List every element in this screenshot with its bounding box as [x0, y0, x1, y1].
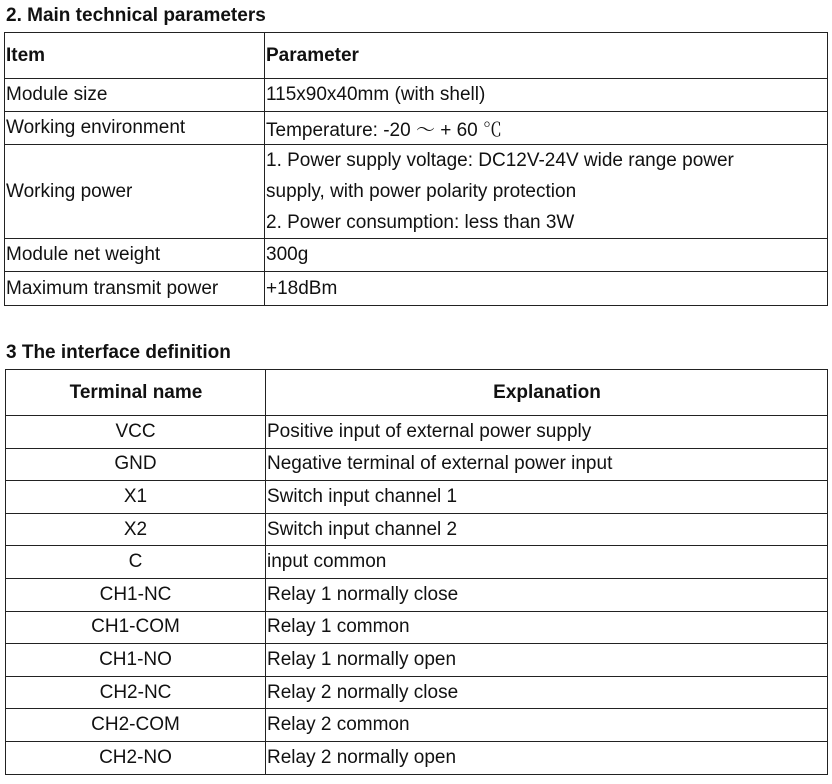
- terminal-cell: X1: [6, 481, 266, 514]
- explanation-cell: Negative terminal of external power input: [266, 448, 828, 481]
- terminal-cell: CH1-NO: [6, 644, 266, 677]
- terminal-cell: CH2-NC: [6, 676, 266, 709]
- item-cell: Working power: [5, 145, 265, 239]
- explanation-cell: Relay 1 normally close: [266, 578, 828, 611]
- terminal-cell: X2: [6, 513, 266, 546]
- explanation-cell: Relay 2 common: [266, 709, 828, 742]
- table-row: [6, 676, 828, 709]
- terminal-cell: VCC: [6, 416, 266, 449]
- parameter-cell: +18dBm: [265, 272, 828, 306]
- table-row: [5, 145, 828, 239]
- section-title-technical-parameters: 2. Main technical parameters: [6, 5, 266, 26]
- terminal-cell: GND: [6, 448, 266, 481]
- parameter-line: 2. Power consumption: less than 3W: [266, 212, 575, 233]
- interface-definition-table: [5, 369, 828, 775]
- explanation-cell: Switch input channel 1: [266, 481, 828, 514]
- table-row: [6, 741, 828, 774]
- table-row: [6, 578, 828, 611]
- item-cell: Module size: [5, 79, 265, 112]
- parameter-line: supply, with power polarity protection: [266, 181, 577, 202]
- table-row: [5, 272, 828, 306]
- explanation-cell: Relay 2 normally close: [266, 676, 828, 709]
- terminal-cell: C: [6, 546, 266, 579]
- parameter-cell-multiline: [265, 145, 828, 239]
- parameter-cell: Temperature: -20 ～ + 60 ℃: [265, 112, 828, 145]
- explanation-cell: Relay 1 normally open: [266, 644, 828, 677]
- table-row: [5, 112, 828, 145]
- table-row: [6, 644, 828, 677]
- table-row: [6, 416, 828, 449]
- item-cell: Module net weight: [5, 239, 265, 272]
- item-cell: Maximum transmit power: [5, 272, 265, 306]
- header-item: Item: [5, 33, 265, 79]
- table-row: [6, 709, 828, 742]
- terminal-cell: CH2-COM: [6, 709, 266, 742]
- header-terminal-name: Terminal name: [6, 370, 266, 416]
- terminal-cell: CH2-NO: [6, 741, 266, 774]
- explanation-cell: Switch input channel 2: [266, 513, 828, 546]
- parameter-line: 1. Power supply voltage: DC12V-24V wide range power: [266, 150, 734, 171]
- table-row: [6, 513, 828, 546]
- table-row: [6, 611, 828, 644]
- table-row: [6, 546, 828, 579]
- terminal-cell: CH1-COM: [6, 611, 266, 644]
- table-row: [5, 239, 828, 272]
- table-row: [6, 448, 828, 481]
- table-row: [6, 481, 828, 514]
- table-header-row: [6, 370, 828, 416]
- parameter-cell: 115x90x40mm (with shell): [265, 79, 828, 112]
- explanation-cell: Relay 2 normally open: [266, 741, 828, 774]
- section-title-interface-definition: 3 The interface definition: [6, 342, 231, 363]
- terminal-cell: CH1-NC: [6, 578, 266, 611]
- item-cell: Working environment: [5, 112, 265, 145]
- header-parameter: Parameter: [265, 33, 828, 79]
- parameter-cell: 300g: [265, 239, 828, 272]
- explanation-cell: input common: [266, 546, 828, 579]
- explanation-cell: Positive input of external power supply: [266, 416, 828, 449]
- explanation-cell: Relay 1 common: [266, 611, 828, 644]
- table-header-row: [5, 33, 828, 79]
- header-explanation: Explanation: [266, 370, 828, 416]
- technical-parameters-table: [4, 32, 828, 306]
- table-row: [5, 79, 828, 112]
